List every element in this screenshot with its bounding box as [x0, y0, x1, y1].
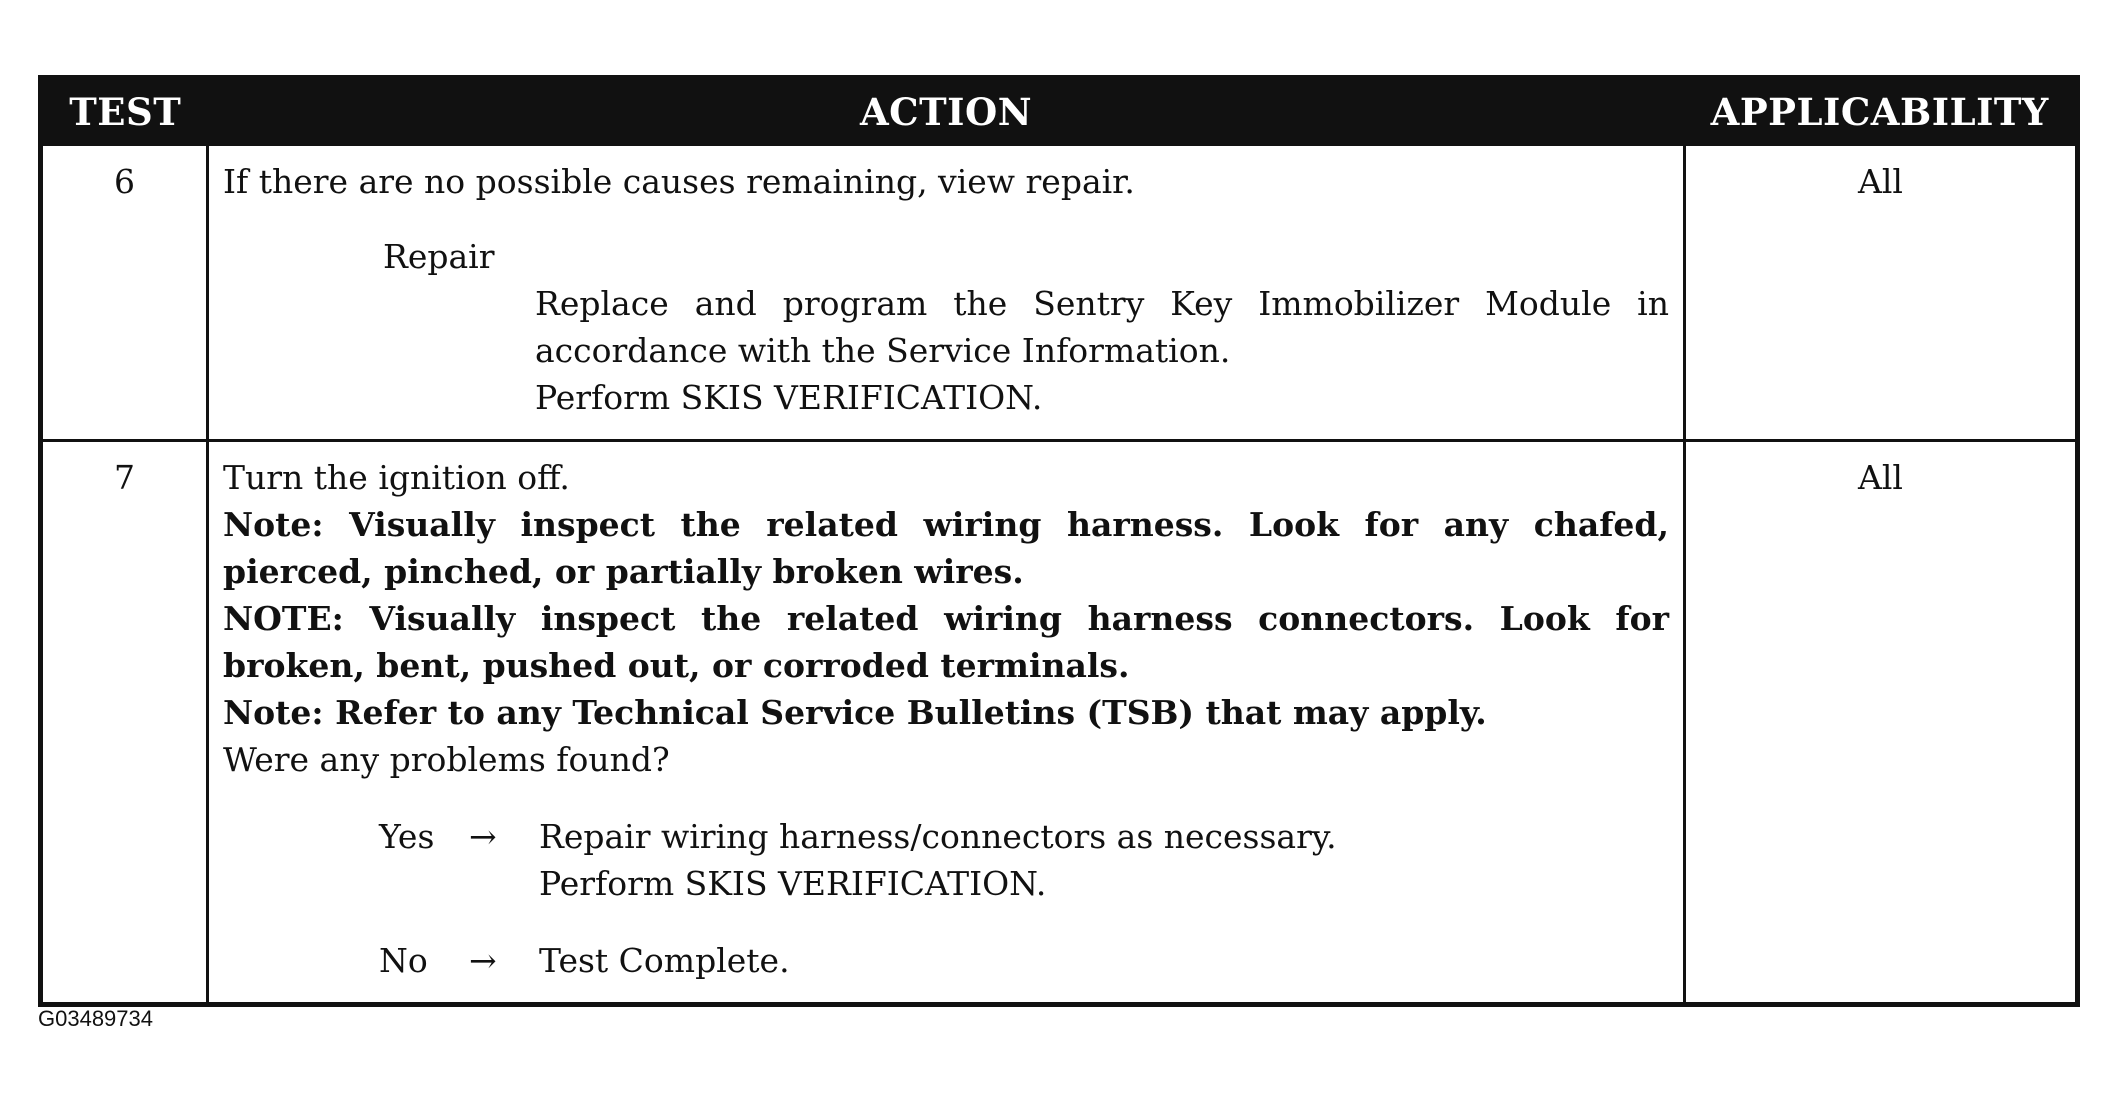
- outcome-no-label: No: [379, 941, 428, 980]
- note-line: NOTE: Visually inspect the related wiring harness connectors. Look for: [223, 599, 1669, 638]
- outcome-line: Repair wiring harness/connectors as necessary.: [539, 817, 1337, 856]
- action-intro: If there are no possible causes remaining, view repair.: [223, 162, 1135, 201]
- note-line: Note: Visually inspect the related wiring harness. Look for any chafed,: [223, 505, 1669, 544]
- header-applicability: APPLICABILITY: [1685, 78, 2078, 145]
- repair-block: [223, 233, 1669, 421]
- table-row-test-7: [41, 441, 2078, 1005]
- diagnostic-test-table: [38, 75, 2080, 1007]
- outcome-no: [379, 937, 1669, 984]
- outcome-yes-result: [539, 813, 1337, 907]
- outcome-no-result: Test Complete.: [539, 941, 790, 980]
- action-cell: [208, 441, 1685, 1005]
- note-line: Note: Refer to any Technical Service Bulletins (TSB) that may apply.: [223, 693, 1487, 732]
- table-row-test-6: [41, 145, 2078, 441]
- action-cell: [208, 145, 1685, 441]
- repair-line: Perform SKIS VERIFICATION.: [535, 378, 1043, 417]
- header-test: TEST: [41, 78, 208, 145]
- repair-label: Repair: [383, 237, 495, 276]
- arrow-right-icon: →: [469, 941, 497, 980]
- figure-id: G03489734: [38, 1006, 153, 1031]
- note-line: broken, bent, pushed out, or corroded terminals.: [223, 646, 1130, 685]
- outcome-line: Perform SKIS VERIFICATION.: [539, 864, 1047, 903]
- test-number: 7: [41, 441, 208, 1005]
- repair-line: Replace and program the Sentry Key Immobilizer Module in: [535, 284, 1669, 323]
- outcome-yes-label: Yes: [379, 817, 435, 856]
- repair-text: [535, 280, 1669, 421]
- repair-line: accordance with the Service Information.: [535, 331, 1231, 370]
- header-action: ACTION: [208, 78, 1685, 145]
- table-header-row: [41, 78, 2078, 145]
- arrow-right-icon: →: [469, 817, 497, 856]
- applicability-value: All: [1685, 441, 2078, 1005]
- action-line: Turn the ignition off.: [223, 458, 570, 497]
- question-line: Were any problems found?: [223, 740, 670, 779]
- outcome-yes: [379, 813, 1669, 907]
- test-number: 6: [41, 145, 208, 441]
- applicability-value: All: [1685, 145, 2078, 441]
- note-line: pierced, pinched, or partially broken wires.: [223, 552, 1024, 591]
- diagnostic-table-container: [38, 75, 2075, 1007]
